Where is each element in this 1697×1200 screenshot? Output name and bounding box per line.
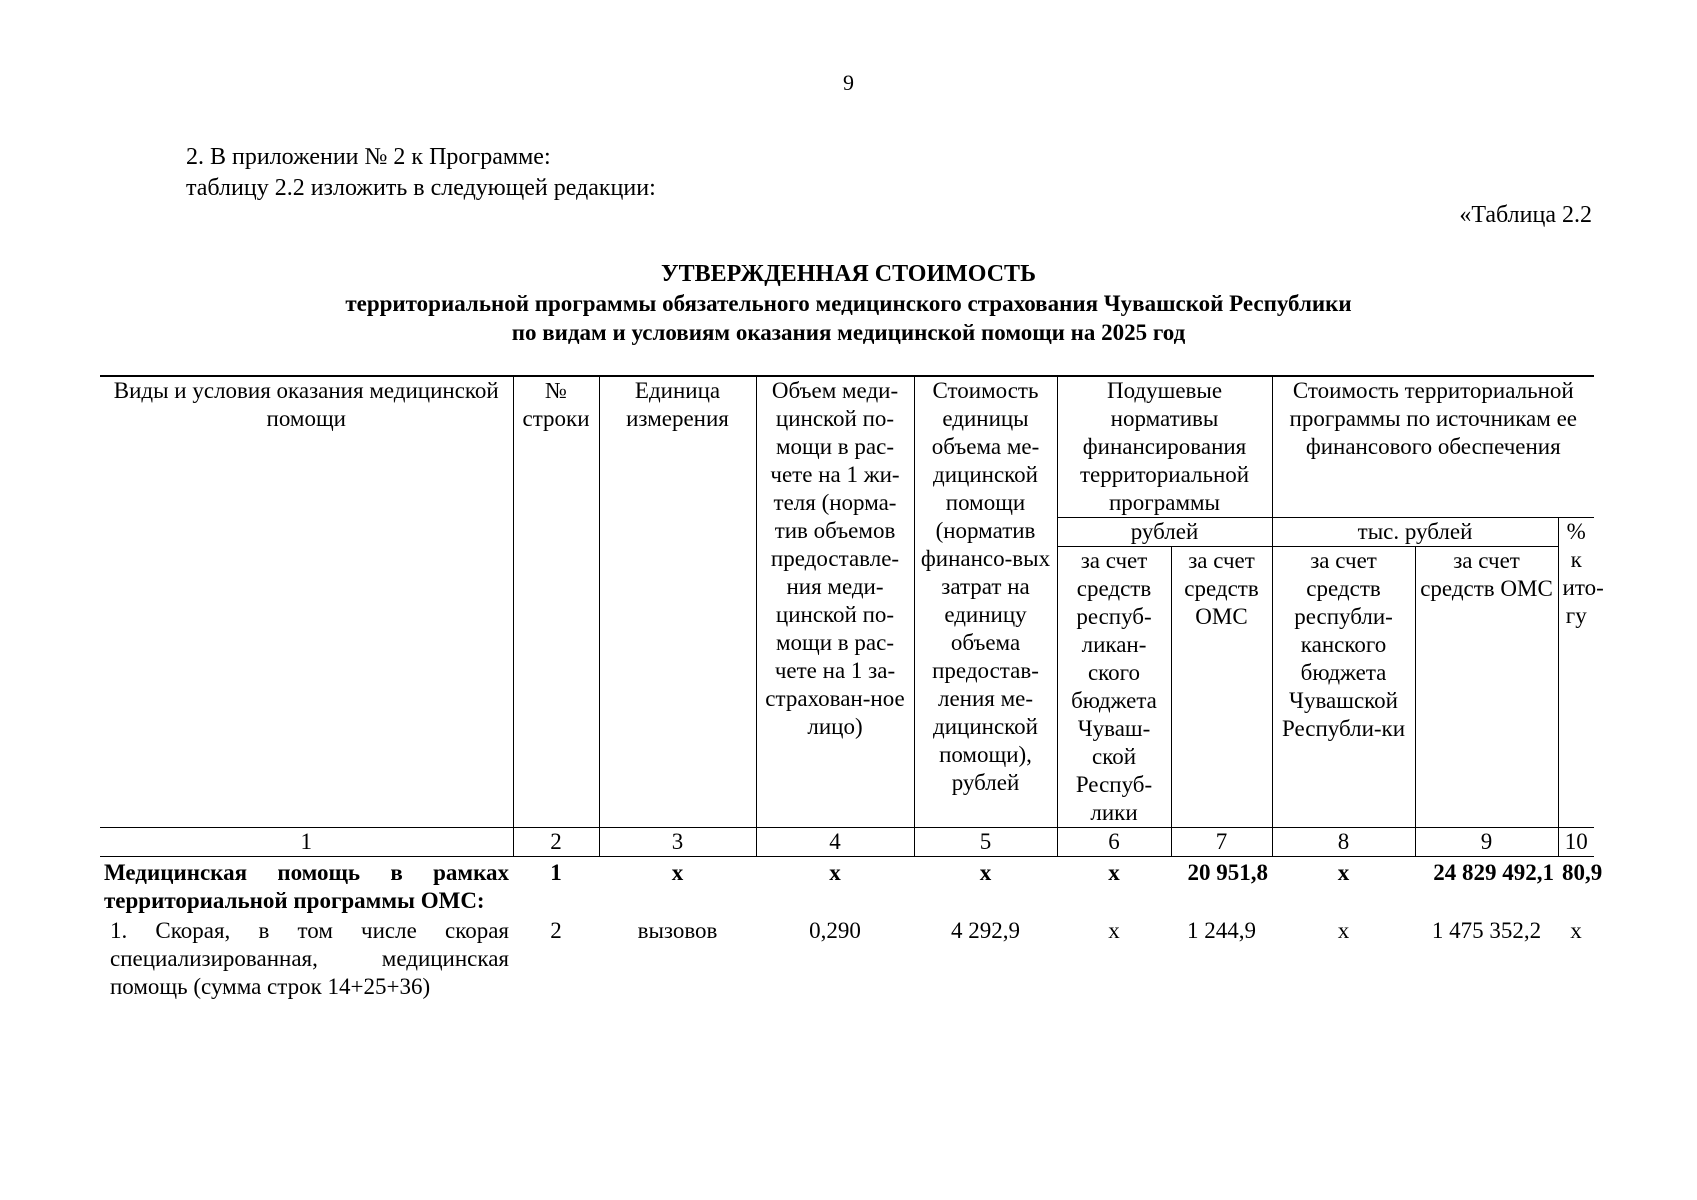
row-pc-oms: 20 951,8 xyxy=(1187,860,1269,885)
column-number: 1 xyxy=(100,828,513,857)
table-body xyxy=(100,857,1603,1002)
title-line-2: территориальной программы обязательного медицинского страхования Чувашской Республики xyxy=(345,291,1352,316)
row-unit: х xyxy=(671,860,684,885)
column-number-row xyxy=(100,828,1594,857)
row-unit: вызовов xyxy=(637,918,718,943)
column-number: 3 xyxy=(599,828,756,857)
header-pc-oms: за счет средств ОМС xyxy=(1171,547,1272,828)
intro-line-1: 2. В приложении № 2 к Программе: xyxy=(186,144,551,170)
intro-text xyxy=(186,142,656,204)
row-name: Медицинская помощь в рамках территориальной программы ОМС: xyxy=(104,860,509,913)
header-per-capita: Подушевые нормативы финансирования территориальной программы xyxy=(1057,376,1272,518)
cost-table xyxy=(100,375,1604,1001)
row-percent: х xyxy=(1570,918,1582,943)
row-pc-oms: 1 244,9 xyxy=(1187,918,1256,943)
table-row xyxy=(100,915,1594,1001)
header-kind: Виды и условия оказания медицинской помощи xyxy=(100,376,513,828)
header-percent: % к ито-гу xyxy=(1558,518,1594,828)
column-number: 10 xyxy=(1558,828,1594,857)
row-pc-budget: х xyxy=(1108,918,1120,943)
row-volume: 0,290 xyxy=(809,918,861,943)
header-cost-unit: Стоимость единицы объема ме-дицинской помощи (норматив финансо-вых затрат на единицу объема предостав-ления ме-дицинской помощи), рублей xyxy=(914,376,1057,828)
table-row xyxy=(100,857,1594,916)
title-line-3: по видам и условиям оказания медицинской помощи на 2025 год xyxy=(511,320,1186,345)
row-number: 1 xyxy=(550,860,562,885)
row-percent: 80,9 xyxy=(1562,860,1603,885)
row-cost-unit: х xyxy=(979,860,992,885)
header-row-no: № строки xyxy=(513,376,599,828)
title-line-1: УТВЕРЖДЕННАЯ СТОИМОСТЬ xyxy=(661,261,1036,287)
header-thousand-rubles: тыс. рублей xyxy=(1272,518,1558,547)
row-volume: х xyxy=(829,860,841,885)
header-tc-budget: за счет средств республи-канского бюджета Чувашской Республи-ки xyxy=(1272,547,1415,828)
row-tc-oms: 1 475 352,2 xyxy=(1431,918,1542,943)
column-number: 5 xyxy=(914,828,1057,857)
row-name: 1. Скорая, в том числе скорая специализированная, медицинская помощь (сумма строк 14+25+36) xyxy=(110,918,509,999)
row-tc-oms: 24 829 492,1 xyxy=(1433,860,1555,885)
table-caption: «Таблица 2.2 xyxy=(1459,202,1592,228)
column-number: 2 xyxy=(513,828,599,857)
intro-line-2: таблицу 2.2 изложить в следующей редакции: xyxy=(186,175,656,201)
page-number: 9 xyxy=(843,70,854,95)
header-rubles: рублей xyxy=(1057,518,1272,547)
header-pc-budget: за счет средств респуб-ликан-ского бюджета Чуваш-ской Респуб-лики xyxy=(1057,547,1171,828)
column-number: 6 xyxy=(1057,828,1171,857)
header-unit: Единица измерения xyxy=(599,376,756,828)
document-title xyxy=(0,260,1697,347)
header-volume: Объем меди-цинской по-мощи в рас-чете на 1 жи-теля (норма-тив объемов предоставле-ния меди-цинской по-мощи в рас-чете на 1 за-страхован-ное лицо) xyxy=(756,376,914,828)
header-tc-oms: за счет средств ОМС xyxy=(1415,547,1558,828)
column-number: 9 xyxy=(1415,828,1558,857)
column-number: 4 xyxy=(756,828,914,857)
row-cost-unit: 4 292,9 xyxy=(951,918,1020,943)
column-number: 7 xyxy=(1171,828,1272,857)
row-number: 2 xyxy=(550,918,562,943)
table-header xyxy=(100,376,1604,857)
column-number: 8 xyxy=(1272,828,1415,857)
row-pc-budget: х xyxy=(1108,860,1120,885)
header-program-cost: Стоимость территориальной программы по источникам ее финансового обеспечения xyxy=(1272,376,1594,518)
row-tc-budget: х xyxy=(1337,918,1350,943)
row-tc-budget: х xyxy=(1337,860,1350,885)
